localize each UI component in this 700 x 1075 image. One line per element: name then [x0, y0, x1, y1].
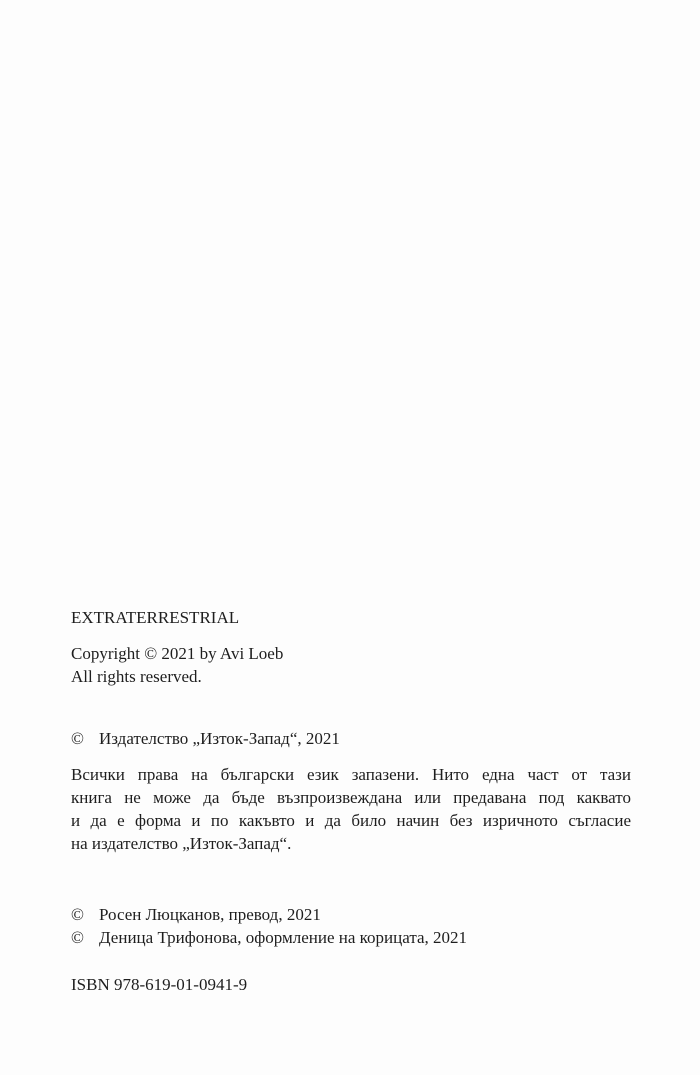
- rights-notice-line: книга не може да бъде възпроизвеждана или предавана под каквато: [71, 788, 631, 807]
- rights-notice-line: на издателство „Изток-Запад“.: [71, 834, 292, 853]
- spacer: [71, 688, 631, 727]
- original-title: EXTRATERRESTRIAL: [71, 608, 240, 627]
- spacer: [71, 629, 631, 642]
- cover-design-credit-text: Деница Трифонова, оформление на корицата, 2021: [99, 928, 468, 947]
- copyright-symbol: ©: [71, 729, 84, 748]
- spacer: [71, 855, 631, 903]
- isbn: ISBN 978-619-01-0941-9: [71, 975, 248, 994]
- translator-credit-text: Росен Люцканов, превод, 2021: [99, 905, 321, 924]
- copyright-block: [71, 606, 631, 996]
- spacer: [71, 949, 631, 973]
- rights-reserved-line: All rights reserved.: [71, 667, 202, 686]
- rights-notice-line: Всички права на български език запазени. Нито една част от тази: [71, 765, 631, 784]
- original-copyright-line: Copyright © 2021 by Avi Loeb: [71, 644, 284, 663]
- cover-design-credit: [71, 926, 631, 949]
- publisher-copyright: [71, 727, 631, 750]
- spacer: [71, 750, 631, 763]
- publisher-copyright-text: Издателство „Изток-Запад“, 2021: [99, 729, 340, 748]
- rights-notice-line: и да е форма и по какъвто и да било начин без изричното съгласие: [71, 811, 631, 830]
- rights-notice: [71, 763, 631, 855]
- copyright-symbol: ©: [71, 905, 84, 924]
- copyright-symbol: ©: [71, 928, 84, 947]
- translator-credit: [71, 903, 631, 926]
